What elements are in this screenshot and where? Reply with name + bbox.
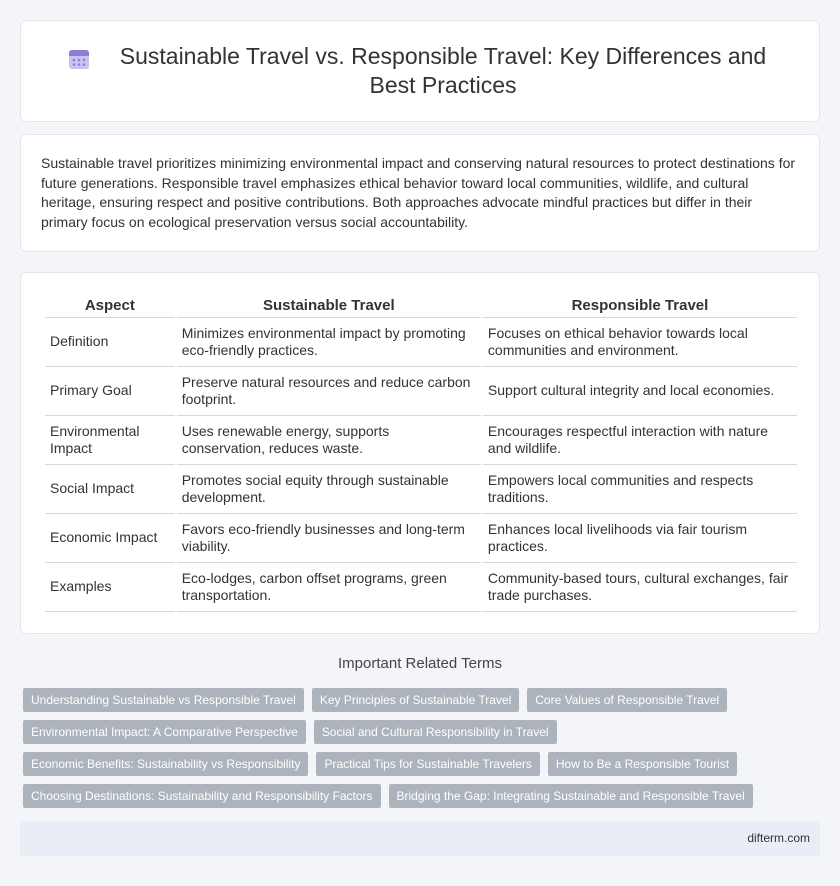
cell-aspect: Social Impact (45, 465, 175, 514)
related-term-link[interactable]: Understanding Sustainable vs Responsible Travel (23, 688, 304, 712)
intro-text: Sustainable travel prioritizes minimizing environmental impact and conserving natural resources to protect destinations for future generations. Responsible travel emphasizes ethical behavior toward local communities, wildlife, and cultural heritage, ensuring respect and positive contributions. Both approaches advocate mindful practices but differ in their primary focus on ecological preservation versus social accountability. (41, 155, 796, 230)
related-term-link[interactable]: Economic Benefits: Sustainability vs Responsibility (23, 752, 308, 776)
cell-sustainable: Uses renewable energy, supports conservation, reduces waste. (177, 416, 481, 465)
tag-row (23, 752, 823, 776)
cell-responsible: Empowers local communities and respects traditions. (483, 465, 797, 514)
tag-row (23, 720, 823, 744)
table-row (45, 465, 797, 514)
cell-responsible: Support cultural integrity and local economies. (483, 367, 797, 416)
cell-aspect: Environmental Impact (45, 416, 175, 465)
cell-responsible: Focuses on ethical behavior towards local communities and environment. (483, 318, 797, 367)
tag-row (23, 784, 823, 808)
cell-responsible: Enhances local livelihoods via fair tourism practices. (483, 514, 797, 563)
table-row (45, 367, 797, 416)
cell-aspect: Economic Impact (45, 514, 175, 563)
related-term-link[interactable]: Key Principles of Sustainable Travel (312, 688, 519, 712)
related-terms-title: Important Related Terms (338, 655, 502, 672)
related-term-link[interactable]: Choosing Destinations: Sustainability and Responsibility Factors (23, 784, 381, 808)
tag-row (23, 688, 823, 712)
related-term-link[interactable]: Bridging the Gap: Integrating Sustainable and Responsible Travel (389, 784, 753, 808)
cell-aspect: Primary Goal (45, 367, 175, 416)
table-header-row (45, 291, 797, 318)
cell-responsible: Community-based tours, cultural exchanges, fair trade purchases. (483, 563, 797, 612)
cell-aspect: Definition (45, 318, 175, 367)
table-row (45, 318, 797, 367)
header-sustainable: Sustainable Travel (177, 291, 481, 318)
comparison-table (43, 291, 799, 612)
header-aspect: Aspect (45, 291, 175, 318)
cell-sustainable: Favors eco-friendly businesses and long-term viability. (177, 514, 481, 563)
related-term-link[interactable]: Environmental Impact: A Comparative Perspective (23, 720, 306, 744)
related-term-link[interactable]: Core Values of Responsible Travel (527, 688, 727, 712)
related-term-link[interactable]: How to Be a Responsible Tourist (548, 752, 737, 776)
footer (20, 822, 820, 856)
header-card (20, 20, 820, 122)
table-row (45, 563, 797, 612)
table-row (45, 416, 797, 465)
related-terms-list (23, 688, 823, 816)
page-title: Sustainable Travel vs. Responsible Travel: Key Differences and Best Practices (119, 43, 767, 98)
cell-aspect: Examples (45, 563, 175, 612)
related-term-link[interactable]: Social and Cultural Responsibility in Travel (314, 720, 557, 744)
comparison-table-card (20, 272, 820, 634)
footer-site-link[interactable]: difterm.com (747, 831, 810, 845)
header-responsible: Responsible Travel (483, 291, 797, 318)
related-term-link[interactable]: Practical Tips for Sustainable Travelers (316, 752, 539, 776)
table-row (45, 514, 797, 563)
cell-sustainable: Preserve natural resources and reduce carbon footprint. (177, 367, 481, 416)
cell-sustainable: Minimizes environmental impact by promoting eco-friendly practices. (177, 318, 481, 367)
intro-card (20, 134, 820, 252)
cell-responsible: Encourages respectful interaction with nature and wildlife. (483, 416, 797, 465)
calendar-icon (67, 47, 91, 71)
cell-sustainable: Eco-lodges, carbon offset programs, green transportation. (177, 563, 481, 612)
title-wrap (60, 42, 780, 100)
cell-sustainable: Promotes social equity through sustainable development. (177, 465, 481, 514)
